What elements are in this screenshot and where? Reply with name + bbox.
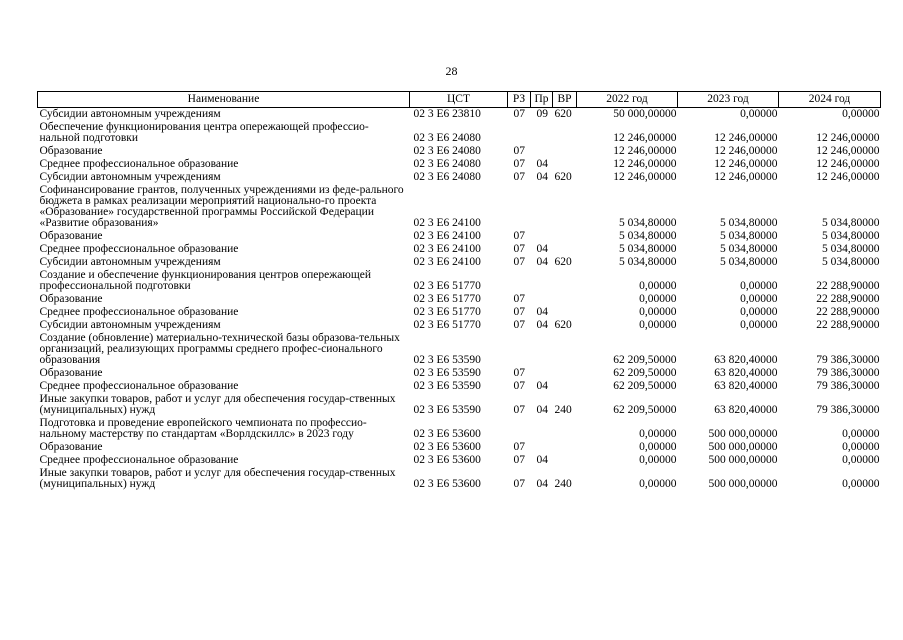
table-header-row <box>38 92 881 108</box>
cell-2023: 500 000,00000 <box>708 441 778 453</box>
cell-rz: 07 <box>513 454 525 466</box>
cell-2024: 0,00000 <box>842 441 880 453</box>
cell-name: Иные закупки товаров, работ и услуг для обеспечения государ-ственных (муниципальных) нужд <box>39 393 396 416</box>
table-row <box>38 441 881 454</box>
cell-2023: 12 246,00000 <box>714 145 778 157</box>
cell-2024: 12 246,00000 <box>816 132 880 144</box>
cell-rz: 07 <box>513 404 525 416</box>
cell-vr: 620 <box>554 108 572 120</box>
cell-cst: 02 3 Е6 53600 <box>413 454 481 466</box>
column-header-2024: 2024 год <box>779 92 881 108</box>
cell-cst: 02 3 Е6 53590 <box>413 404 481 416</box>
cell-pr <box>531 332 553 367</box>
cell-vr <box>553 380 577 393</box>
cell-rz: 07 <box>513 478 525 490</box>
cell-name: Субсидии автономным учреждениям <box>39 256 221 268</box>
cell-vr: 620 <box>554 256 572 268</box>
cell-2022: 62 209,50000 <box>613 380 677 392</box>
cell-cst: 02 3 Е6 51770 <box>413 280 481 292</box>
cell-rz <box>508 332 531 367</box>
cell-2024: 79 386,30000 <box>816 367 880 379</box>
cell-vr: 620 <box>554 319 572 331</box>
cell-2024: 22 288,90000 <box>816 293 880 305</box>
table-row <box>38 454 881 467</box>
cell-vr <box>553 417 577 441</box>
cell-pr <box>531 417 553 441</box>
cell-cst: 02 3 Е6 24100 <box>413 243 481 255</box>
cell-2024: 0,00000 <box>842 108 880 120</box>
column-header-pr: Пр <box>531 92 553 108</box>
table-row <box>38 145 881 158</box>
column-header-name: Наименование <box>38 92 410 108</box>
cell-cst: 02 3 Е6 53600 <box>413 428 481 440</box>
cell-2022: 0,00000 <box>639 441 677 453</box>
cell-pr: 04 <box>536 243 548 255</box>
cell-vr <box>553 243 577 256</box>
cell-2023: 63 820,40000 <box>714 367 778 379</box>
cell-name: Среднее профессиональное образование <box>39 380 239 392</box>
column-header-rz: РЗ <box>508 92 531 108</box>
table-row <box>38 417 881 441</box>
cell-vr <box>553 184 577 230</box>
cell-name: Создание и обеспечение функционирования центров опережающей профессиональной подготовки <box>39 269 372 292</box>
table-row <box>38 121 881 145</box>
column-header-2022: 2022 год <box>577 92 678 108</box>
cell-name: Образование <box>39 145 103 157</box>
cell-name: Субсидии автономным учреждениям <box>39 319 221 331</box>
cell-pr <box>531 230 553 243</box>
cell-pr: 04 <box>536 478 548 490</box>
cell-name: Создание (обновление) материально-технической базы образова-тельных организаций, реализующих программы среднего профес-сионального образования <box>39 332 400 366</box>
cell-pr: 04 <box>536 256 548 268</box>
table-row <box>38 393 881 417</box>
cell-vr <box>553 306 577 319</box>
table-row <box>38 256 881 269</box>
cell-cst: 02 3 Е6 24080 <box>413 171 481 183</box>
cell-rz: 07 <box>513 230 525 242</box>
cell-pr: 04 <box>536 171 548 183</box>
cell-pr: 04 <box>536 158 548 170</box>
cell-rz: 07 <box>513 367 525 379</box>
cell-2024: 22 288,90000 <box>816 306 880 318</box>
cell-rz: 07 <box>513 243 525 255</box>
cell-2022: 5 034,80000 <box>619 256 677 268</box>
cell-2023: 63 820,40000 <box>714 380 778 392</box>
cell-vr: 240 <box>554 478 572 490</box>
cell-2023: 500 000,00000 <box>708 428 778 440</box>
cell-name: Среднее профессиональное образование <box>39 454 239 466</box>
cell-rz: 07 <box>513 145 525 157</box>
cell-2022: 12 246,00000 <box>613 132 677 144</box>
cell-rz: 07 <box>513 441 525 453</box>
cell-name: Образование <box>39 367 103 379</box>
cell-name: Среднее профессиональное образование <box>39 306 239 318</box>
table-row <box>38 367 881 380</box>
cell-2023: 5 034,80000 <box>720 217 778 229</box>
table-row <box>38 306 881 319</box>
cell-rz: 07 <box>513 293 525 305</box>
cell-rz: 07 <box>513 256 525 268</box>
cell-vr <box>553 454 577 467</box>
cell-name: Софинансирование грантов, полученных учреждениями из феде-рального бюджета в рамках реализации мероприятий национально-го проекта «Образование» государственной программы Российской Федерации «Развитие образования» <box>39 184 404 229</box>
column-header-cst: ЦСТ <box>410 92 508 108</box>
cell-vr <box>553 441 577 454</box>
cell-rz <box>508 184 531 230</box>
cell-2024: 5 034,80000 <box>822 256 880 268</box>
cell-rz <box>508 417 531 441</box>
cell-vr <box>553 158 577 171</box>
table-row <box>38 158 881 171</box>
cell-vr: 240 <box>554 404 572 416</box>
cell-pr <box>531 293 553 306</box>
cell-2024: 5 034,80000 <box>822 230 880 242</box>
cell-pr <box>531 184 553 230</box>
cell-2022: 0,00000 <box>639 454 677 466</box>
cell-name: Образование <box>39 293 103 305</box>
cell-rz: 07 <box>513 158 525 170</box>
cell-2023: 500 000,00000 <box>708 454 778 466</box>
cell-2022: 0,00000 <box>639 319 677 331</box>
cell-name: Образование <box>39 230 103 242</box>
cell-2022: 12 246,00000 <box>613 158 677 170</box>
cell-cst: 02 3 Е6 53600 <box>413 441 481 453</box>
cell-vr: 620 <box>554 171 572 183</box>
cell-2023: 0,00000 <box>740 293 778 305</box>
cell-pr <box>531 145 553 158</box>
cell-2022: 62 209,50000 <box>613 354 677 366</box>
cell-pr <box>531 441 553 454</box>
table-row <box>38 319 881 332</box>
table-row <box>38 380 881 393</box>
cell-cst: 02 3 Е6 53590 <box>413 367 481 379</box>
cell-cst: 02 3 Е6 23810 <box>413 108 481 120</box>
cell-cst: 02 3 Е6 53600 <box>413 478 481 490</box>
cell-vr <box>553 269 577 293</box>
cell-pr: 09 <box>536 108 548 120</box>
cell-pr: 04 <box>536 404 548 416</box>
cell-pr <box>531 121 553 145</box>
column-header-vr: ВР <box>553 92 577 108</box>
cell-cst: 02 3 Е6 53590 <box>413 380 481 392</box>
cell-2023: 5 034,80000 <box>720 230 778 242</box>
cell-2024: 12 246,00000 <box>816 171 880 183</box>
cell-2022: 12 246,00000 <box>613 145 677 157</box>
cell-2022: 5 034,80000 <box>619 243 677 255</box>
budget-table <box>37 91 881 491</box>
cell-rz: 07 <box>513 171 525 183</box>
cell-2024: 0,00000 <box>842 454 880 466</box>
cell-pr <box>531 367 553 380</box>
cell-rz <box>508 121 531 145</box>
table-row <box>38 108 881 122</box>
cell-rz: 07 <box>513 380 525 392</box>
cell-cst: 02 3 Е6 24100 <box>413 230 481 242</box>
table-row <box>38 243 881 256</box>
cell-cst: 02 3 Е6 24080 <box>413 158 481 170</box>
cell-2022: 62 209,50000 <box>613 367 677 379</box>
cell-2023: 500 000,00000 <box>708 478 778 490</box>
cell-vr <box>553 367 577 380</box>
cell-pr: 04 <box>536 454 548 466</box>
cell-2022: 12 246,00000 <box>613 171 677 183</box>
cell-2024: 12 246,00000 <box>816 145 880 157</box>
cell-rz: 07 <box>513 319 525 331</box>
cell-2022: 0,00000 <box>639 428 677 440</box>
cell-name: Субсидии автономным учреждениям <box>39 108 221 120</box>
cell-2022: 50 000,00000 <box>613 108 677 120</box>
cell-2024: 12 246,00000 <box>816 158 880 170</box>
table-row <box>38 230 881 243</box>
cell-pr: 04 <box>536 380 548 392</box>
cell-rz: 07 <box>513 108 525 120</box>
cell-2023: 5 034,80000 <box>720 256 778 268</box>
column-header-2023: 2023 год <box>678 92 779 108</box>
cell-2024: 0,00000 <box>842 428 880 440</box>
cell-2024: 0,00000 <box>842 478 880 490</box>
cell-cst: 02 3 Е6 53590 <box>413 354 481 366</box>
cell-name: Среднее профессиональное образование <box>39 158 239 170</box>
table-row <box>38 332 881 367</box>
cell-2024: 79 386,30000 <box>816 380 880 392</box>
cell-pr <box>531 269 553 293</box>
cell-name: Образование <box>39 441 103 453</box>
cell-2024: 5 034,80000 <box>822 217 880 229</box>
cell-2023: 0,00000 <box>740 319 778 331</box>
cell-cst: 02 3 Е6 51770 <box>413 293 481 305</box>
cell-2024: 5 034,80000 <box>822 243 880 255</box>
cell-2023: 12 246,00000 <box>714 132 778 144</box>
cell-pr: 04 <box>536 306 548 318</box>
cell-2022: 5 034,80000 <box>619 217 677 229</box>
cell-2022: 5 034,80000 <box>619 230 677 242</box>
cell-name: Подготовка и проведение европейского чемпионата по профессио-нальному мастерству по стандартам «Ворлдскиллс» в 2023 году <box>39 417 367 440</box>
cell-name: Иные закупки товаров, работ и услуг для обеспечения государ-ственных (муниципальных) нужд <box>39 467 396 490</box>
cell-pr: 04 <box>536 319 548 331</box>
cell-2023: 0,00000 <box>740 280 778 292</box>
cell-2023: 0,00000 <box>740 108 778 120</box>
table-row <box>38 293 881 306</box>
cell-2022: 0,00000 <box>639 306 677 318</box>
cell-2024: 22 288,90000 <box>816 319 880 331</box>
cell-2023: 5 034,80000 <box>720 243 778 255</box>
cell-2023: 63 820,40000 <box>714 354 778 366</box>
cell-name: Субсидии автономным учреждениям <box>39 171 221 183</box>
table-row <box>38 171 881 184</box>
cell-2024: 79 386,30000 <box>816 354 880 366</box>
cell-2023: 12 246,00000 <box>714 171 778 183</box>
table-row <box>38 269 881 293</box>
cell-rz <box>508 269 531 293</box>
cell-vr <box>553 293 577 306</box>
cell-name: Обеспечение функционирования центра опережающей профессио-нальной подготовки <box>39 121 369 144</box>
cell-2024: 79 386,30000 <box>816 404 880 416</box>
cell-2022: 0,00000 <box>639 280 677 292</box>
cell-2024: 22 288,90000 <box>816 280 880 292</box>
cell-2022: 62 209,50000 <box>613 404 677 416</box>
cell-cst: 02 3 Е6 24100 <box>413 217 481 229</box>
cell-cst: 02 3 Е6 51770 <box>413 319 481 331</box>
cell-2023: 12 246,00000 <box>714 158 778 170</box>
table-body <box>38 108 881 492</box>
table-row <box>38 184 881 230</box>
cell-cst: 02 3 Е6 24100 <box>413 256 481 268</box>
cell-vr <box>553 145 577 158</box>
cell-cst: 02 3 Е6 24080 <box>413 145 481 157</box>
cell-cst: 02 3 Е6 51770 <box>413 306 481 318</box>
cell-cst: 02 3 Е6 24080 <box>413 132 481 144</box>
cell-2022: 0,00000 <box>639 478 677 490</box>
table-row <box>38 467 881 491</box>
cell-rz: 07 <box>513 306 525 318</box>
cell-vr <box>553 121 577 145</box>
cell-2023: 0,00000 <box>740 306 778 318</box>
cell-2022: 0,00000 <box>639 293 677 305</box>
cell-vr <box>553 230 577 243</box>
page-number: 28 <box>445 64 458 78</box>
cell-name: Среднее профессиональное образование <box>39 243 239 255</box>
cell-vr <box>553 332 577 367</box>
cell-2023: 63 820,40000 <box>714 404 778 416</box>
